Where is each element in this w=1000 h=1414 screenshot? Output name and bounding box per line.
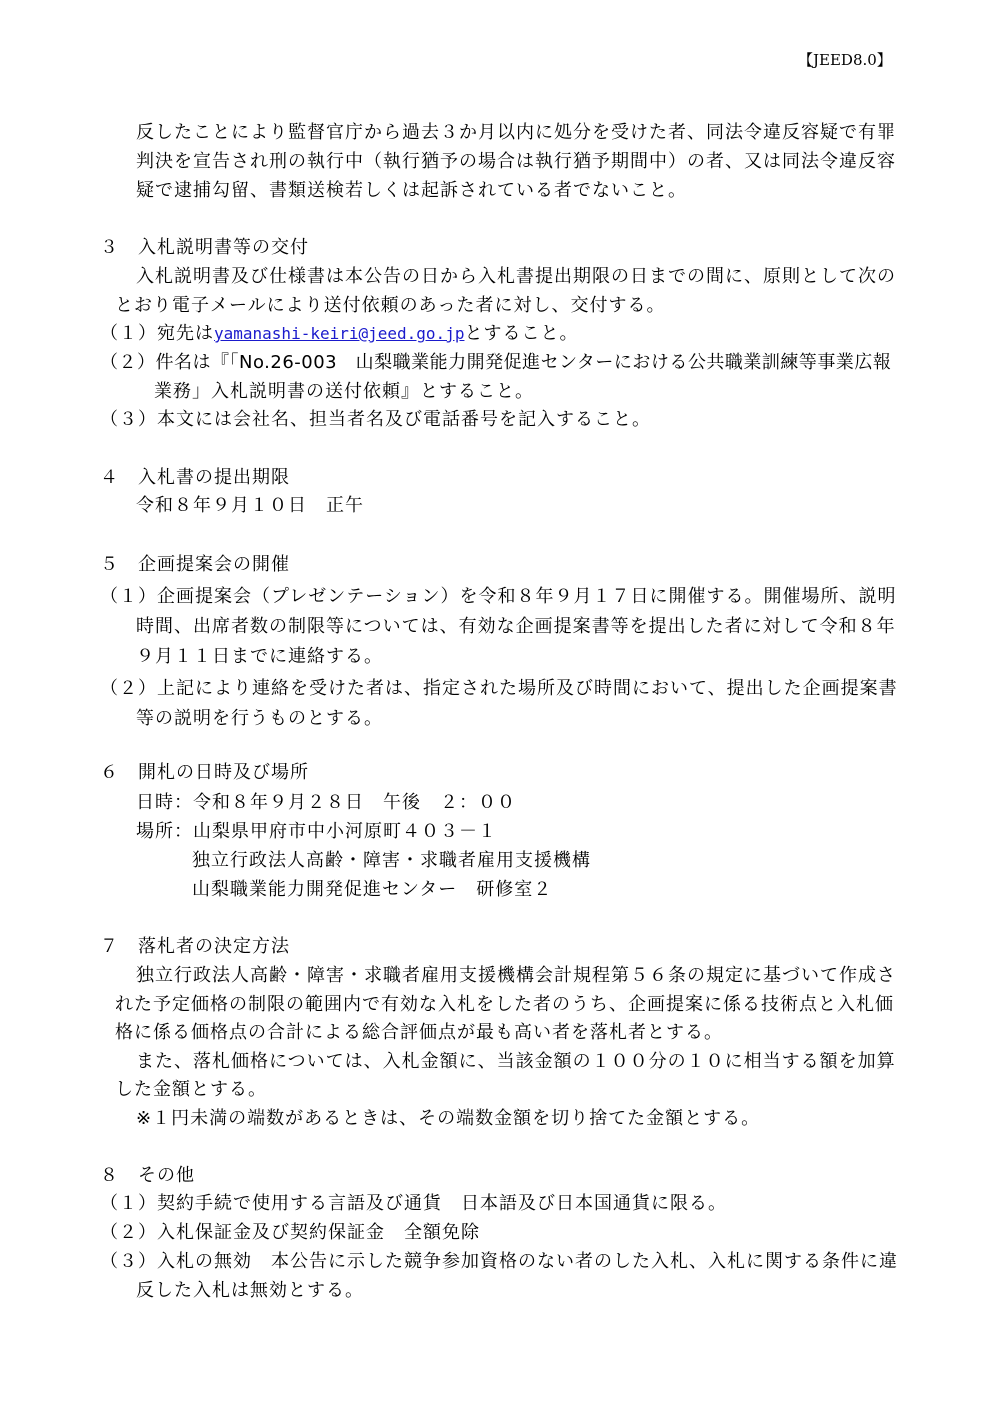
section-3-item-2-line-1: （２）件名は『「No.26-003 山梨職業能力開発促進センターにおける公共職業訓練等事業広報 [100, 352, 892, 373]
section-8-heading: ８ その他 [100, 1165, 195, 1186]
section-5-item-2-line-1: （２）上記により連絡を受けた者は、指定された場所及び時間において、提出した企画提案書 [100, 678, 898, 699]
section-6-place-line-3: 山梨職業能力開発促進センター 研修室２ [192, 879, 553, 900]
section-5-item-1-line-1: （１）企画提案会（プレゼンテーション）を令和８年９月１７日に開催する。開催場所、説明 [100, 586, 897, 607]
section-3-item-1-prefix: （１）宛先は [100, 323, 214, 344]
section-3-paragraph-line-1: 入札説明書及び仕様書は本公告の日から入札書提出期限の日までの間に、原則として次の [136, 266, 896, 287]
section-7-paragraph-1-line-3: 格に係る価格点の合計による総合評価点が最も高い者を落札者とする。 [115, 1022, 723, 1043]
section-7-heading: ７ 落札者の決定方法 [100, 936, 290, 957]
section-7-paragraph-2-line-2: した金額とする。 [115, 1079, 267, 1100]
intro-line-1: 反したことにより監督官庁から過去３か月以内に処分を受けた者、同法令違反容疑で有罪 [136, 122, 896, 143]
section-3-paragraph-line-2: とおり電子メールにより送付依頼のあった者に対し、交付する。 [115, 295, 666, 316]
section-6-datetime: 日時：令和８年９月２８日 午後 ２：００ [136, 792, 516, 813]
section-7-paragraph-1-line-1: 独立行政法人高齢・障害・求職者雇用支援機構会計規程第５６条の規定に基づいて作成さ [136, 965, 896, 986]
section-8-item-2: （２）入札保証金及び契約保証金 全額免除 [100, 1222, 480, 1243]
section-5-item-2-line-2: 等の説明を行うものとする。 [136, 708, 383, 729]
section-4-heading: ４ 入札書の提出期限 [100, 467, 290, 488]
section-3-heading: ３ 入札説明書等の交付 [100, 237, 309, 258]
section-7-paragraph-2-line-1: また、落札価格については、入札金額に、当該金額の１００分の１０に相当する額を加算 [136, 1051, 896, 1072]
email-link[interactable]: yamanashi-keiri@jeed.go.jp [214, 324, 465, 343]
section-6-place-line-2: 独立行政法人高齢・障害・求職者雇用支援機構 [192, 850, 591, 871]
section-8-item-3-line-1: （３）入札の無効 本公告に示した競争参加資格のない者のした入札、入札に関する条件に違 [100, 1251, 898, 1272]
section-3-item-1-suffix: とすること。 [464, 323, 579, 344]
section-3-item-3: （３）本文には会社名、担当者名及び電話番号を記入すること。 [100, 409, 651, 430]
section-3-item-1 [100, 322, 578, 346]
section-5-item-1-line-2: 時間、出席者数の制限等については、有効な企画提案書等を提出した者に対して令和８年 [136, 616, 896, 637]
section-8-item-1: （１）契約手続で使用する言語及び通貨 日本語及び日本国通貨に限る。 [100, 1193, 727, 1214]
intro-line-2: 判決を宣告され刑の執行中（執行猶予の場合は執行猶予期間中）の者、又は同法令違反容 [136, 151, 896, 172]
section-7-paragraph-1-line-2: れた予定価格の制限の範囲内で有効な入札をした者のうち、企画提案に係る技術点と入札価 [115, 994, 894, 1015]
section-4-deadline: 令和８年９月１０日 正午 [136, 495, 364, 516]
section-5-heading: ５ 企画提案会の開催 [100, 554, 290, 575]
section-6-heading: ６ 開札の日時及び場所 [100, 762, 309, 783]
section-7-note: ※１円未満の端数があるときは、その端数金額を切り捨てた金額とする。 [136, 1108, 761, 1129]
intro-line-3: 疑で逮捕勾留、書類送検若しくは起訴されている者でないこと。 [136, 180, 687, 201]
document-code: 【JEED8.0】 [798, 51, 892, 69]
section-5-item-1-line-3: ９月１１日までに連絡する。 [136, 646, 383, 667]
section-8-item-3-line-2: 反した入札は無効とする。 [136, 1280, 364, 1301]
section-3-item-2-line-2: 業務」入札説明書の送付依頼』とすること。 [154, 381, 534, 402]
section-6-place-line-1: 場所：山梨県甲府市中小河原町４０３－１ [136, 821, 497, 842]
